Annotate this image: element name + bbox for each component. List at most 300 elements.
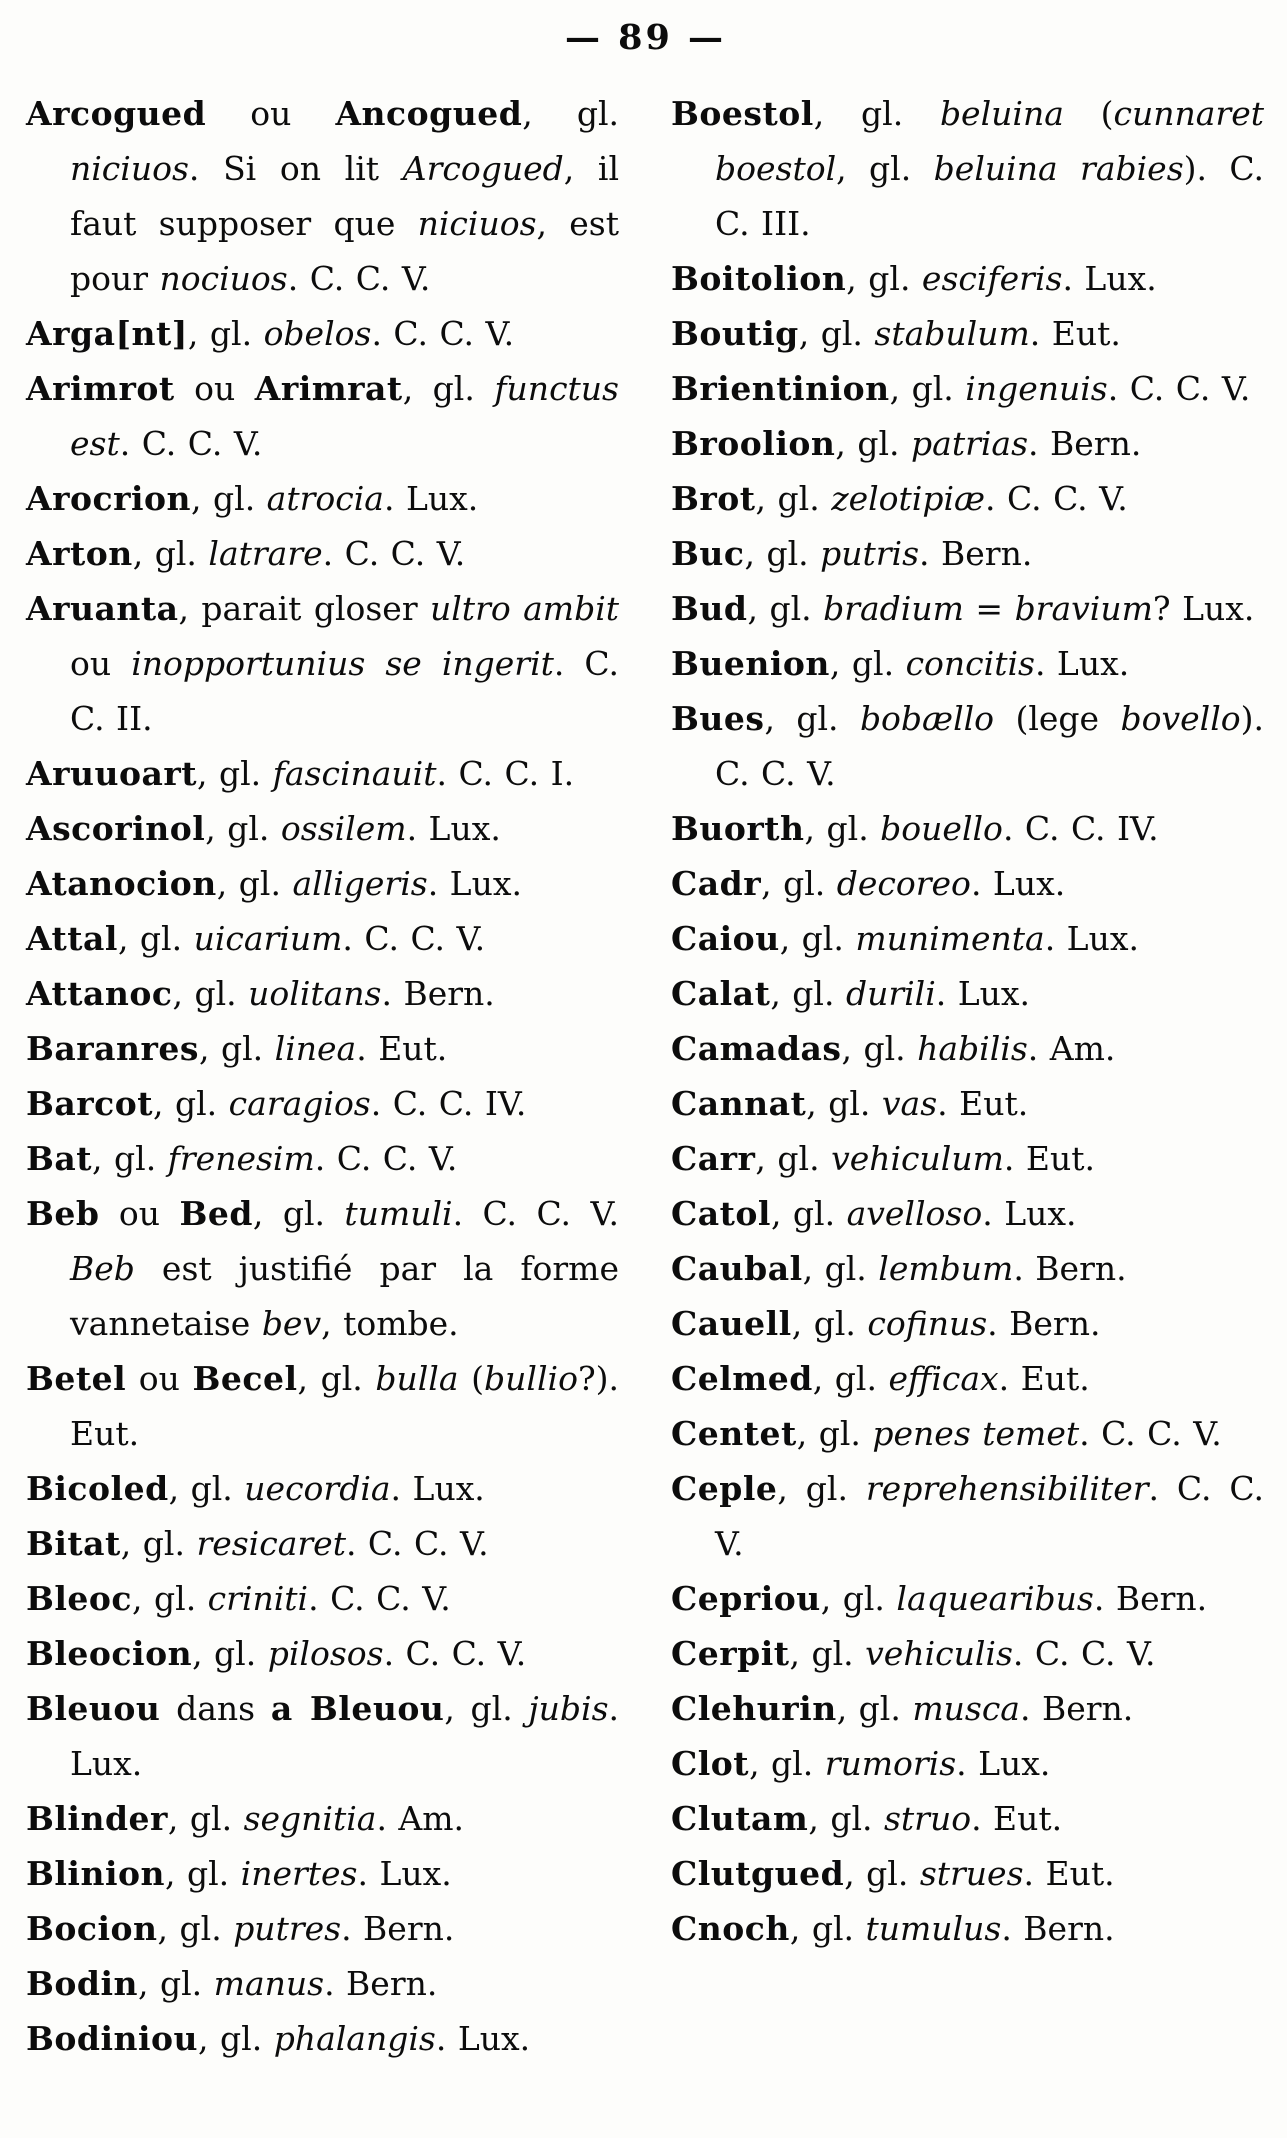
entry-text: . C. C. V.	[308, 1579, 451, 1618]
right-column	[671, 86, 1264, 2066]
dictionary-entry	[26, 1791, 619, 1846]
dictionary-entry	[671, 801, 1264, 856]
entry-text: , gl.	[761, 864, 837, 903]
headword: Buenion	[671, 644, 830, 683]
gloss-latin: tumulus	[865, 1909, 1002, 1948]
entry-text: , gl.	[197, 754, 273, 793]
gloss-latin: manus	[213, 1964, 325, 2003]
dictionary-entry	[671, 581, 1264, 636]
entry-text: . Eut.	[356, 1029, 448, 1068]
entry-text: ou	[206, 94, 336, 133]
gloss-latin: rumoris	[824, 1744, 957, 1783]
dictionary-entry	[671, 1571, 1264, 1626]
dictionary-entry	[671, 1131, 1264, 1186]
entry-text: , gl.	[755, 479, 832, 518]
gloss-latin: Beb	[70, 1249, 135, 1288]
headword: Betel	[26, 1359, 127, 1398]
gloss-latin: struo	[883, 1799, 972, 1838]
dictionary-entry	[671, 1021, 1264, 1076]
entry-text: . Bern.	[1001, 1909, 1115, 1948]
dictionary-entry	[671, 526, 1264, 581]
entry-text: , gl.	[157, 1909, 234, 1948]
entry-text: , gl.	[846, 259, 922, 298]
entry-text: , gl.	[192, 1634, 268, 1673]
headword: Clot	[671, 1744, 750, 1783]
dictionary-entry	[26, 581, 619, 746]
gloss-latin: putres	[233, 1909, 342, 1948]
entry-text: . Bern.	[341, 1909, 455, 1948]
gloss-latin: strues	[919, 1854, 1024, 1893]
dictionary-entry	[26, 1901, 619, 1956]
gloss-latin: musca	[912, 1689, 1020, 1728]
entry-text: . Eut.	[971, 1799, 1063, 1838]
gloss-latin: obelos	[263, 314, 372, 353]
entry-text: , gl.	[829, 644, 906, 683]
entry-text: , gl.	[777, 1469, 866, 1508]
dictionary-entry	[26, 1681, 619, 1791]
dictionary-entry	[26, 2011, 619, 2066]
gloss-latin: nociuos	[159, 259, 288, 298]
entry-text: , gl.	[798, 314, 875, 353]
entry-text: , gl.	[165, 1854, 241, 1893]
headword: Cnoch	[671, 1909, 790, 1948]
gloss-latin: bullio	[484, 1359, 578, 1398]
entry-text: . C. C. V.	[342, 919, 486, 958]
entry-text: . Lux.	[935, 974, 1031, 1013]
headword: Carr	[671, 1139, 756, 1178]
headword: Cerpit	[671, 1634, 790, 1673]
gloss-latin: concitis	[905, 644, 1035, 683]
headword: Aruanta	[26, 589, 179, 628]
headword: Buc	[671, 534, 745, 573]
headword: Cannat	[671, 1084, 807, 1123]
entry-text: . Eut.	[1003, 1139, 1095, 1178]
dictionary-entry	[26, 1076, 619, 1131]
dictionary-entry	[671, 911, 1264, 966]
gloss-latin: uecordia	[244, 1469, 391, 1508]
dictionary-entry	[26, 471, 619, 526]
entry-text: , gl.	[749, 1744, 825, 1783]
entry-text: . Lux.	[1034, 644, 1130, 683]
gloss-latin: reprehensibiliter	[865, 1469, 1149, 1508]
headword: Bodin	[26, 1964, 139, 2003]
entry-text: , gl.	[252, 1194, 345, 1233]
entry-text: . Lux.	[70, 1689, 620, 1783]
entry-text: , parait gloser	[178, 589, 430, 628]
gloss-latin: habilis	[917, 1029, 1028, 1068]
headword: Blinion	[26, 1854, 165, 1893]
gloss-latin: latrare	[208, 534, 323, 573]
entry-text: . Bern.	[324, 1964, 438, 2003]
dictionary-entry	[26, 856, 619, 911]
gloss-latin: patrias	[911, 424, 1029, 463]
headword: Centet	[671, 1414, 797, 1453]
headword: Cepriou	[671, 1579, 821, 1618]
entry-text: . Lux.	[1044, 919, 1139, 958]
headword: Barcot	[26, 1084, 154, 1123]
gloss-latin: beluina	[939, 94, 1064, 133]
entry-text: est justifié par la forme vannetaise	[70, 1249, 619, 1343]
dictionary-entry	[26, 1131, 619, 1186]
headword: Calat	[671, 974, 771, 1013]
headword: Camadas	[671, 1029, 842, 1068]
entry-text: , gl.	[168, 1469, 245, 1508]
entry-text: . C. C. V.	[1107, 369, 1251, 408]
gloss-latin: resicaret	[196, 1524, 346, 1563]
dictionary-entry	[671, 471, 1264, 526]
headword: Bleuou	[26, 1689, 161, 1728]
gloss-latin: segnitia	[243, 1799, 377, 1838]
headword: Arimrot	[26, 369, 175, 408]
headword: Catol	[671, 1194, 771, 1233]
entry-text: , gl.	[789, 1909, 866, 1948]
entry-text: . C. C. V.	[371, 314, 515, 353]
dictionary-entry	[671, 306, 1264, 361]
entry-text: dans	[160, 1689, 271, 1728]
dictionary-entry	[671, 251, 1264, 306]
gloss-latin: alligeris	[292, 864, 428, 903]
entry-text: , gl.	[132, 1579, 208, 1618]
gloss-latin: bradium	[823, 589, 964, 628]
gloss-latin: vehiculis	[865, 1634, 1013, 1673]
gloss-latin: criniti	[207, 1579, 309, 1618]
gloss-latin: ingenuis	[965, 369, 1108, 408]
entry-text: , gl.	[770, 974, 846, 1013]
dictionary-entry	[26, 911, 619, 966]
entry-text: . C. C. IV.	[1002, 809, 1159, 848]
gloss-latin: stabulum	[874, 314, 1030, 353]
headword: Bodiniou	[26, 2019, 199, 2058]
entry-text: , gl.	[120, 1524, 197, 1563]
dictionary-entry	[671, 1791, 1264, 1846]
gloss-latin: laquearibus	[896, 1579, 1094, 1618]
gloss-latin: niciuos	[70, 149, 189, 188]
gloss-latin: cofinus	[867, 1304, 988, 1343]
entry-text: . Eut.	[1029, 314, 1121, 353]
entry-text: ). C. C. V.	[715, 699, 1264, 793]
dictionary-entry	[671, 361, 1264, 416]
headword: Cauell	[671, 1304, 792, 1343]
headword: Bitat	[26, 1524, 121, 1563]
entry-text: . Lux.	[956, 1744, 1051, 1783]
dictionary-entry	[671, 416, 1264, 471]
headword: Buorth	[671, 809, 805, 848]
entry-text: , gl.	[820, 1579, 897, 1618]
gloss-latin: ossilem	[280, 809, 407, 848]
headword: Atanocion	[26, 864, 217, 903]
entry-text: , gl.	[802, 1249, 879, 1288]
dictionary-entry	[26, 1021, 619, 1076]
headword: Clutam	[671, 1799, 809, 1838]
headword: Ascorinol	[26, 809, 206, 848]
dictionary-entry	[26, 1516, 619, 1571]
gloss-latin: bravium	[1014, 589, 1153, 628]
headword: Bud	[671, 589, 748, 628]
entry-text: . Lux.	[1062, 259, 1157, 298]
dictionary-entry	[671, 1461, 1264, 1571]
dictionary-entry	[26, 1626, 619, 1681]
entry-text: . C. C. V.	[322, 534, 466, 573]
headword: Baranres	[26, 1029, 199, 1068]
gloss-latin: pilosos	[267, 1634, 384, 1673]
entry-text: . C. C. V.	[985, 479, 1128, 518]
entry-text: , gl.	[808, 1799, 884, 1838]
entry-text: , gl.	[205, 809, 281, 848]
gloss-latin: uicarium	[193, 919, 343, 958]
headword: Beb	[26, 1194, 100, 1233]
entry-text: . C. C. I.	[436, 754, 575, 793]
entry-text: . C. C. V.	[1079, 1414, 1222, 1453]
entry-text: =	[963, 589, 1015, 628]
entry-text: . C. C. V.	[1012, 1634, 1156, 1673]
entry-text: . C. C. V.	[715, 1469, 1264, 1563]
headword: Bicoled	[26, 1469, 169, 1508]
gloss-latin: beluina rabies	[933, 149, 1184, 188]
headword: Cadr	[671, 864, 762, 903]
dictionary-entry	[671, 1626, 1264, 1681]
headword: Ceple	[671, 1469, 778, 1508]
entry-text: , gl.	[522, 94, 619, 133]
headword: Caiou	[671, 919, 780, 958]
gloss-latin: frenesim	[167, 1139, 315, 1178]
entry-text: . Eut.	[1023, 1854, 1115, 1893]
entry-text: , gl.	[789, 1634, 866, 1673]
dictionary-entry	[26, 966, 619, 1021]
headword: Celmed	[671, 1359, 813, 1398]
dictionary-entry	[671, 1406, 1264, 1461]
gloss-latin: munimenta	[855, 919, 1045, 958]
headword: Arimrat	[254, 369, 403, 408]
headword: Clutgued	[671, 1854, 845, 1893]
entry-text: . Lux.	[970, 864, 1066, 903]
entry-text: , gl.	[889, 369, 966, 408]
two-column-text	[26, 86, 1265, 2066]
dictionary-entry	[26, 1956, 619, 2011]
headword: Bocion	[26, 1909, 158, 1948]
entry-text: . Lux.	[406, 809, 501, 848]
entry-text: , gl.	[172, 974, 249, 1013]
entry-text: , gl.	[138, 1964, 214, 2003]
gloss-latin: bobællo	[859, 699, 995, 738]
entry-text: , est pour	[70, 204, 619, 298]
entry-text: ou	[99, 1194, 180, 1233]
entry-text: , gl.	[844, 1854, 920, 1893]
entry-text: ?). Eut.	[70, 1359, 620, 1453]
gloss-latin: ultro ambit	[430, 589, 620, 628]
entry-text: ou	[174, 369, 255, 408]
headword: Aruuoart	[26, 754, 197, 793]
entry-text: . Bern.	[1028, 424, 1142, 463]
entry-text: . Bern.	[381, 974, 495, 1013]
entry-text: . Bern.	[1093, 1579, 1208, 1618]
entry-text: , gl.	[167, 1799, 244, 1838]
entry-text: , il faut supposer que	[70, 149, 620, 243]
entry-text: , gl.	[187, 314, 264, 353]
dictionary-entry	[26, 1571, 619, 1626]
gloss-latin: avelloso	[846, 1194, 983, 1233]
headword: Caubal	[671, 1249, 803, 1288]
entry-text: . Lux.	[435, 2019, 531, 2058]
entry-text: , gl.	[835, 424, 912, 463]
headword: a Bleuou	[270, 1689, 445, 1728]
entry-text: . Bern.	[1019, 1689, 1134, 1728]
gloss-latin: durili	[845, 974, 936, 1013]
entry-text: , gl.	[444, 1689, 529, 1728]
dictionary-entry	[26, 526, 619, 581]
headword: Bleocion	[26, 1634, 193, 1673]
dictionary-entry	[26, 1461, 619, 1516]
gloss-latin: functus est	[70, 369, 619, 463]
gloss-latin: phalangis	[273, 2019, 436, 2058]
entry-text: , gl.	[813, 94, 940, 133]
dictionary-entry	[671, 691, 1264, 801]
dictionary-entry	[671, 1241, 1264, 1296]
entry-text: , gl.	[764, 699, 860, 738]
gloss-latin: Arcogued	[402, 149, 564, 188]
dictionary-entry	[671, 1351, 1264, 1406]
dictionary-entry	[671, 636, 1264, 691]
dictionary-entry	[671, 1681, 1264, 1736]
dictionary-entry	[671, 1186, 1264, 1241]
headword: Boutig	[671, 314, 799, 353]
entry-text: . C. C. II.	[70, 644, 619, 738]
entry-text: , gl.	[117, 919, 194, 958]
headword: Arton	[26, 534, 133, 573]
entry-text: . C. C. V.	[345, 1524, 489, 1563]
entry-text: . Lux.	[982, 1194, 1077, 1233]
gloss-latin: bovello	[1120, 699, 1241, 738]
entry-text: , gl.	[796, 1414, 873, 1453]
entry-text: . C. C. V.	[383, 1634, 527, 1673]
gloss-latin: inopportunius se ingerit	[131, 644, 554, 683]
entry-text: . Am.	[1027, 1029, 1116, 1068]
gloss-latin: bouello	[880, 809, 1003, 848]
dictionary-entry	[26, 801, 619, 856]
gloss-latin: caragios	[228, 1084, 371, 1123]
entry-text: . Lux.	[357, 1854, 452, 1893]
headword: Boitolion	[671, 259, 847, 298]
headword: Arocrion	[26, 479, 192, 518]
entry-text: , gl.	[216, 864, 293, 903]
headword: Boestol	[671, 94, 814, 133]
entry-text: , tombe.	[321, 1304, 459, 1343]
dictionary-entry	[671, 86, 1264, 251]
entry-text: , gl.	[297, 1359, 376, 1398]
entry-text: . Lux.	[390, 1469, 485, 1508]
entry-text: (	[1063, 94, 1114, 133]
headword: Arcogued	[26, 94, 207, 133]
gloss-latin: bulla	[375, 1359, 459, 1398]
headword: Attanoc	[26, 974, 173, 1013]
entry-text: , gl.	[806, 1084, 882, 1123]
gloss-latin: uolitans	[248, 974, 382, 1013]
entry-text: , gl.	[191, 479, 267, 518]
headword: Brientinion	[671, 369, 890, 408]
gloss-latin: putris	[820, 534, 920, 573]
entry-text: , gl.	[92, 1139, 168, 1178]
entry-text: . C. C. IV.	[370, 1084, 527, 1123]
gloss-latin: fascinauit	[272, 754, 437, 793]
gloss-latin: cunnaret boestol	[715, 94, 1264, 188]
dictionary-entry	[671, 1296, 1264, 1351]
entry-text: . Bern.	[987, 1304, 1101, 1343]
gloss-latin: esciferis	[921, 259, 1063, 298]
entry-text: , gl.	[779, 919, 856, 958]
entry-text: . Eut.	[998, 1359, 1090, 1398]
page-number: — 89 —	[564, 17, 727, 58]
headword: Arga[nt]	[26, 314, 188, 353]
entry-text: , gl.	[812, 1359, 889, 1398]
entry-text: ou	[70, 644, 132, 683]
gloss-latin: zelotipiæ	[831, 479, 986, 518]
entry-text: , gl.	[402, 369, 495, 408]
dictionary-entry	[671, 1901, 1264, 1956]
entry-text: , gl.	[841, 1029, 918, 1068]
dictionary-entry	[671, 1736, 1264, 1791]
dictionary-entry	[671, 1846, 1264, 1901]
gloss-latin: vas	[881, 1084, 938, 1123]
entry-text: . Bern.	[919, 534, 1033, 573]
entry-text: , gl.	[836, 1689, 913, 1728]
dictionary-entry	[26, 1846, 619, 1901]
headword: Bed	[179, 1194, 253, 1233]
headword: Becel	[192, 1359, 298, 1398]
gloss-latin: tumuli	[344, 1194, 453, 1233]
entry-text: . Bern.	[1013, 1249, 1127, 1288]
gloss-latin: lembum	[878, 1249, 1014, 1288]
headword: Bat	[26, 1139, 93, 1178]
gloss-latin: jubis	[528, 1689, 609, 1728]
entry-text: , gl.	[132, 534, 209, 573]
gloss-latin: bev	[261, 1304, 322, 1343]
headword: Ancogued	[335, 94, 523, 133]
entry-text: . C. C. V.	[314, 1139, 458, 1178]
entry-text: ). C. C. III.	[715, 149, 1264, 243]
dictionary-entry	[26, 306, 619, 361]
entry-text: (lege	[994, 699, 1121, 738]
entry-text: . Si on lit	[188, 149, 403, 188]
gloss-latin: penes temet	[872, 1414, 1080, 1453]
entry-text: , gl.	[791, 1304, 868, 1343]
gloss-latin: vehiculum	[831, 1139, 1004, 1178]
entry-text: . C. C. V.	[119, 424, 263, 463]
entry-text: , gl.	[198, 2019, 274, 2058]
entry-text: , gl.	[747, 589, 824, 628]
gloss-latin: efficax	[888, 1359, 999, 1398]
entry-text: , gl.	[755, 1139, 832, 1178]
headword: Clehurin	[671, 1689, 837, 1728]
entry-text: (	[458, 1359, 485, 1398]
gloss-latin: atrocia	[266, 479, 384, 518]
entry-text: , gl.	[770, 1194, 847, 1233]
entry-text: , gl.	[153, 1084, 229, 1123]
entry-text: . C. C. V.	[287, 259, 431, 298]
entry-text: , gl.	[836, 149, 934, 188]
dictionary-entry	[671, 1076, 1264, 1131]
headword: Attal	[26, 919, 118, 958]
gloss-latin: decoreo	[836, 864, 971, 903]
entry-text: . Lux.	[427, 864, 522, 903]
entry-text: . Eut.	[937, 1084, 1029, 1123]
entry-text: . Am.	[376, 1799, 465, 1838]
headword: Bues	[671, 699, 765, 738]
gloss-latin: niciuos	[417, 204, 537, 243]
headword: Bleoc	[26, 1579, 133, 1618]
entry-text: . C. C. V.	[452, 1194, 620, 1233]
dictionary-entry	[26, 1186, 619, 1351]
entry-text: , gl.	[744, 534, 821, 573]
dictionary-entry	[671, 856, 1264, 911]
